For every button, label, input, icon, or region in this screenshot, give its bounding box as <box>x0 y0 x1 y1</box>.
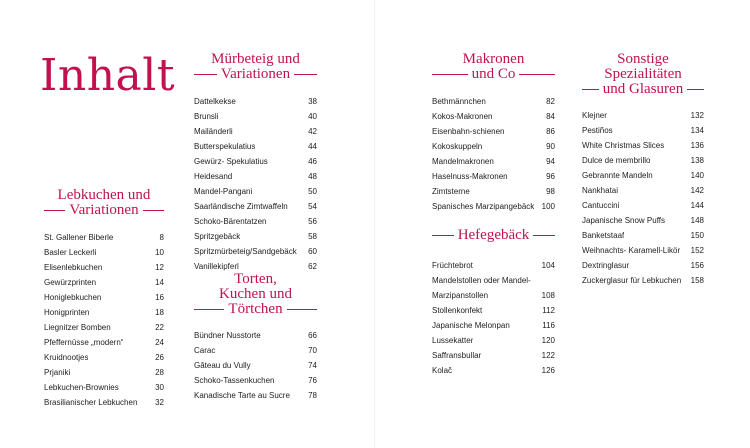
entry-title: Butterspekulatius <box>194 142 256 151</box>
toc-entry[interactable] <box>44 245 164 260</box>
entry-page-number: 10 <box>155 248 164 257</box>
toc-entry[interactable] <box>194 343 317 358</box>
section-title-line: Makronen <box>462 51 525 67</box>
entry-page-number: 12 <box>155 263 164 272</box>
entry-page-number: 44 <box>308 142 317 151</box>
entry-page-number: 74 <box>308 361 317 370</box>
entry-title: Basler Leckerli <box>44 248 97 257</box>
entry-page-number: 150 <box>690 231 704 240</box>
toc-entry[interactable] <box>44 320 164 335</box>
toc-entry[interactable] <box>194 184 317 199</box>
section-entries <box>44 230 164 410</box>
toc-entry[interactable] <box>194 358 317 373</box>
entry-title: Prjaniki <box>44 368 71 377</box>
section-entries <box>432 258 555 378</box>
entry-page-number: 140 <box>690 171 704 180</box>
entry-title: Kanadische Tarte au Sucre <box>194 391 290 400</box>
entry-title: Mandelstollen oder Mandel- <box>432 276 531 285</box>
heading-rule-right <box>294 74 317 75</box>
toc-entry[interactable] <box>432 124 555 139</box>
entry-title: Kokoskuppeln <box>432 142 483 151</box>
entry-title: Elisenlebkuchen <box>44 263 103 272</box>
section-title-line: Torten, <box>234 271 277 287</box>
toc-entry[interactable] <box>582 153 704 168</box>
entry-page-number: 60 <box>308 247 317 256</box>
entry-title: Nankhatai <box>582 186 619 195</box>
section-entries <box>432 94 555 214</box>
toc-entry[interactable] <box>432 109 555 124</box>
entry-page-number: 158 <box>690 276 704 285</box>
page-fold <box>374 0 375 448</box>
toc-entry[interactable] <box>194 328 317 343</box>
toc-entry[interactable] <box>432 288 555 303</box>
entry-page-number: 96 <box>546 172 555 181</box>
entry-title: Brunsli <box>194 112 219 121</box>
entry-title: Klejner <box>582 111 607 120</box>
entry-title: Kruidnootjes <box>44 353 89 362</box>
entry-title: Dextringlasur <box>582 261 630 270</box>
heading-rule-left <box>432 74 468 75</box>
toc-entry[interactable] <box>432 363 555 378</box>
section-heading <box>432 52 555 94</box>
toc-entry[interactable] <box>44 230 164 245</box>
entry-page-number: 18 <box>155 308 164 317</box>
entry-title: Gâteau du Vully <box>194 361 251 370</box>
entry-page-number: 138 <box>690 156 704 165</box>
section-title-line: Variationen <box>69 202 139 218</box>
entry-page-number: 42 <box>308 127 317 136</box>
heading-rule-left <box>194 74 217 75</box>
entry-title: Gebrannte Mandeln <box>582 171 653 180</box>
toc-entry[interactable] <box>44 260 164 275</box>
entry-title: Marzipanstollen <box>432 291 489 300</box>
entry-title: Zimtsterne <box>432 187 470 196</box>
entry-title: Bündner Nusstorte <box>194 331 261 340</box>
section-heading <box>582 52 704 108</box>
entry-page-number: 58 <box>308 232 317 241</box>
entry-page-number: 144 <box>690 201 704 210</box>
entry-page-number: 84 <box>546 112 555 121</box>
entry-title: Kolač <box>432 366 453 375</box>
entry-title: Spritzmürbeteig/Sandgebäck <box>194 247 297 256</box>
heading-rule-right <box>143 210 164 211</box>
entry-page-number: 76 <box>308 376 317 385</box>
toc-entry[interactable] <box>432 154 555 169</box>
entry-page-number: 82 <box>546 97 555 106</box>
entry-page-number: 90 <box>546 142 555 151</box>
toc-entry[interactable] <box>194 373 317 388</box>
section-heading <box>44 188 164 230</box>
toc-entry[interactable] <box>432 303 555 318</box>
entry-title: Banketstaaf <box>582 231 625 240</box>
entry-title: Honiglebkuchen <box>44 293 102 302</box>
heading-rule-right <box>287 309 317 310</box>
entry-page-number: 28 <box>155 368 164 377</box>
toc-entry[interactable] <box>194 229 317 244</box>
toc-entry[interactable] <box>194 169 317 184</box>
entry-title: Früchtebrot <box>432 261 473 270</box>
entry-page-number: 126 <box>541 366 555 375</box>
entry-title: Eisenbahn-schienen <box>432 127 505 136</box>
section-title-line: Mürbeteig und <box>211 51 300 67</box>
toc-section-torten <box>194 272 317 403</box>
section-title-line: Törtchen <box>228 301 283 317</box>
toc-section-sonstige <box>582 52 704 288</box>
section-entries <box>194 328 317 403</box>
entry-page-number: 116 <box>542 321 555 330</box>
entry-page-number: 78 <box>308 391 317 400</box>
entry-title: Schoko-Bärentatzen <box>194 217 267 226</box>
toc-entry[interactable] <box>582 228 704 243</box>
entry-title: Weihnachts- Karamell-Likör <box>582 246 681 255</box>
toc-entry[interactable] <box>44 335 164 350</box>
toc-entry[interactable] <box>432 348 555 363</box>
heading-rule-left <box>44 210 65 211</box>
entry-title: Lussekatter <box>432 336 474 345</box>
toc-entry[interactable] <box>582 123 704 138</box>
entry-page-number: 40 <box>308 112 317 121</box>
entry-page-number: 120 <box>541 336 555 345</box>
toc-entry[interactable] <box>194 139 317 154</box>
entry-page-number: 16 <box>155 293 164 302</box>
toc-entry[interactable] <box>432 184 555 199</box>
section-entries <box>582 108 704 288</box>
entry-title: Dulce de membrillo <box>582 156 651 165</box>
entry-title: Spritzgebäck <box>194 232 241 241</box>
entry-title: Dattelkekse <box>194 97 236 106</box>
entry-title: White Christmas Slices <box>582 141 665 150</box>
entry-title: Vanillekipferl <box>194 262 239 271</box>
entry-page-number: 32 <box>155 398 164 407</box>
section-title-line: Kuchen und <box>219 286 292 302</box>
entry-page-number: 54 <box>308 202 317 211</box>
section-entries <box>194 94 317 274</box>
entry-page-number: 56 <box>308 217 317 226</box>
entry-title: Kokos-Makronen <box>432 112 493 121</box>
section-heading <box>194 52 317 94</box>
entry-page-number: 100 <box>541 202 555 211</box>
toc-entry[interactable] <box>432 273 555 288</box>
heading-rule-right <box>687 89 704 90</box>
toc-entry[interactable] <box>194 244 317 259</box>
entry-page-number: 30 <box>155 383 164 392</box>
toc-entry[interactable] <box>194 214 317 229</box>
entry-page-number: 50 <box>308 187 317 196</box>
heading-rule-right <box>519 74 555 75</box>
entry-page-number: 94 <box>546 157 555 166</box>
toc-entry[interactable] <box>582 243 704 258</box>
entry-title: Honigprinten <box>44 308 90 317</box>
section-heading <box>194 272 317 328</box>
toc-entry[interactable] <box>194 388 317 403</box>
entry-title: Mandel-Pangani <box>194 187 253 196</box>
entry-title: Japanische Snow Puffs <box>582 216 666 225</box>
toc-entry[interactable] <box>44 350 164 365</box>
heading-rule-left <box>432 235 454 236</box>
entry-title: Pestiños <box>582 126 613 135</box>
entry-title: Lebkuchen-Brownies <box>44 383 119 392</box>
heading-rule-left <box>194 309 224 310</box>
entry-page-number: 108 <box>541 291 555 300</box>
toc-entry[interactable] <box>194 109 317 124</box>
toc-entry[interactable] <box>582 108 704 123</box>
entry-page-number: 98 <box>546 187 555 196</box>
entry-page-number: 156 <box>690 261 704 270</box>
section-title-line: Lebkuchen und <box>57 187 151 203</box>
entry-page-number: 152 <box>690 246 704 255</box>
page-title: Inhalt <box>40 50 176 101</box>
entry-title: Brasilianischer Lebkuchen <box>44 398 138 407</box>
entry-page-number: 22 <box>155 323 164 332</box>
entry-title: Carac <box>194 346 216 355</box>
toc-entry[interactable] <box>432 199 555 214</box>
toc-entry[interactable] <box>44 290 164 305</box>
entry-page-number: 104 <box>541 261 555 270</box>
toc-entry[interactable] <box>44 365 164 380</box>
toc-entry[interactable] <box>582 273 704 288</box>
toc-entry[interactable] <box>582 258 704 273</box>
entry-page-number: 86 <box>546 127 555 136</box>
entry-title: Saarländische Zimtwaffeln <box>194 202 288 211</box>
section-title-line: und Co <box>471 66 516 82</box>
toc-entry[interactable] <box>432 333 555 348</box>
entry-page-number: 46 <box>308 157 317 166</box>
entry-page-number: 48 <box>308 172 317 181</box>
toc-entry[interactable] <box>432 318 555 333</box>
entry-title: Gewürz- Spekulatius <box>194 157 268 166</box>
toc-section-muerbeteig <box>194 52 317 274</box>
entry-title: Liegnitzer Bomben <box>44 323 111 332</box>
toc-entry[interactable] <box>44 275 164 290</box>
entry-page-number: 24 <box>155 338 164 347</box>
entry-page-number: 26 <box>155 353 164 362</box>
toc-entry[interactable] <box>582 213 704 228</box>
toc-entry[interactable] <box>582 183 704 198</box>
entry-page-number: 136 <box>690 141 704 150</box>
entry-title: Schoko-Tassenkuchen <box>194 376 275 385</box>
entry-title: Bethmännchen <box>432 97 486 106</box>
toc-entry[interactable] <box>582 168 704 183</box>
entry-title: St. Gallener Biberle <box>44 233 114 242</box>
entry-title: Spanisches Marzipangebäck <box>432 202 535 211</box>
toc-entry[interactable] <box>432 94 555 109</box>
entry-page-number: 8 <box>159 233 164 242</box>
toc-entry[interactable] <box>194 124 317 139</box>
toc-section-lebkuchen <box>44 188 164 410</box>
section-title-line: Spezialitäten <box>604 66 682 82</box>
entry-page-number: 132 <box>690 111 704 120</box>
toc-entry[interactable] <box>194 199 317 214</box>
entry-page-number: 62 <box>308 262 317 271</box>
entry-title: Cantuccini <box>582 201 620 210</box>
entry-page-number: 142 <box>690 186 704 195</box>
toc-section-hefegebaeck <box>432 228 555 378</box>
section-title-line: Hefegebäck <box>457 227 530 243</box>
entry-title: Stollenkonfekt <box>432 306 483 315</box>
toc-entry[interactable] <box>582 198 704 213</box>
toc-entry[interactable] <box>44 305 164 320</box>
section-title-line: und Glasuren <box>602 81 684 97</box>
section-title-line: Sonstige <box>617 51 669 67</box>
entry-title: Japanische Melonpan <box>432 321 510 330</box>
entry-title: Pfeffernüsse „modern“ <box>44 338 124 347</box>
entry-title: Mailänderli <box>194 127 233 136</box>
entry-page-number: 66 <box>308 331 317 340</box>
entry-title: Mandelmakronen <box>432 157 494 166</box>
section-heading <box>432 228 555 258</box>
toc-entry[interactable] <box>194 94 317 109</box>
entry-page-number: 38 <box>308 97 317 106</box>
entry-title: Gewürzprinten <box>44 278 97 287</box>
heading-rule-left <box>582 89 599 90</box>
entry-title: Saffransbullar <box>432 351 482 360</box>
entry-title: Haselnuss-Makronen <box>432 172 508 181</box>
heading-rule-right <box>533 235 555 236</box>
toc-section-makronen <box>432 52 555 214</box>
toc-entry[interactable] <box>44 395 164 410</box>
entry-page-number: 148 <box>690 216 704 225</box>
toc-entry[interactable] <box>44 380 164 395</box>
entry-page-number: 112 <box>542 306 555 315</box>
toc-entry[interactable] <box>432 169 555 184</box>
entry-title: Zuckerglasur für Lebkuchen <box>582 276 682 285</box>
toc-entry[interactable] <box>194 154 317 169</box>
entry-page-number: 134 <box>690 126 704 135</box>
entry-page-number: 14 <box>155 278 164 287</box>
toc-entry[interactable] <box>582 138 704 153</box>
section-title-line: Variationen <box>220 66 291 82</box>
entry-page-number: 70 <box>308 346 317 355</box>
entry-page-number: 122 <box>541 351 555 360</box>
toc-entry[interactable] <box>432 258 555 273</box>
toc-entry[interactable] <box>432 139 555 154</box>
entry-title: Heidesand <box>194 172 233 181</box>
